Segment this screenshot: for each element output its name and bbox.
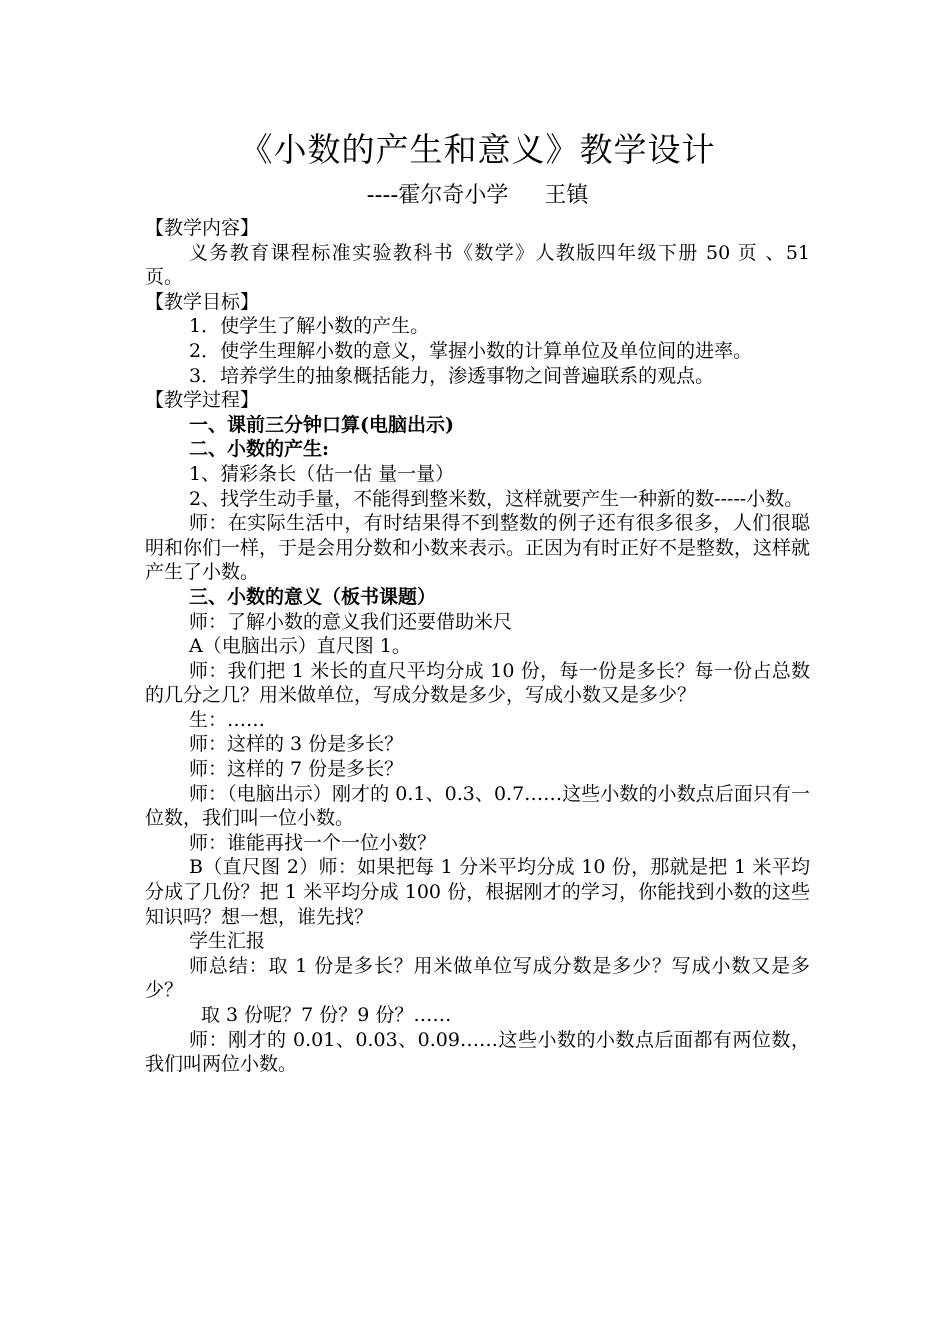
paragraph: B（直尺图 2）师：如果把每 1 分米平均分成 10 份，那就是把 1 米平均分成了几份？把 1 米平均分成 100 份，根据刚才的学习，你能找到小数的这些知识吗？想一想，谁先找？ — [145, 856, 810, 928]
paragraph: 学生汇报 — [189, 930, 266, 953]
byline-author: 王镇 — [544, 183, 589, 208]
paragraph: 师：这样的 7 份是多长？ — [189, 758, 404, 781]
paragraph: 取 3 份呢？7 份？9 份？…… — [201, 1004, 452, 1026]
paragraph: 师：在实际生活中，有时结果得不到整数的例子还有很多很多，人们很聪明和你们一样，于是会用分数和小数来表示。正因为有时正好不是整数，这样就产生了小数。 — [145, 512, 811, 584]
paragraph: 生：…… — [189, 708, 266, 731]
step-heading: 二、小数的产生: — [189, 438, 330, 461]
goal-item: 2．使学生理解小数的意义，掌握小数的计算单位及单位间的进率。 — [189, 339, 753, 362]
section-heading-goals: 【教学目标】 — [145, 290, 260, 313]
section-heading-content: 【教学内容】 — [145, 217, 260, 239]
paragraph: 师：这样的 3 份是多长？ — [189, 733, 404, 756]
paragraph: 师：谁能再找一个一位小数？ — [189, 831, 437, 854]
goal-item: 3．培养学生的抽象概括能力，渗透事物之间普遍联系的观点。 — [189, 364, 715, 387]
paragraph: 师：了解小数的意义我们还要借助米尺 — [189, 610, 513, 633]
paragraph: 师：刚才的 0.01、0.03、0.09……这些小数的小数点后面都有两位数，我们叫两位小数。 — [145, 1028, 810, 1076]
document-page — [145, 128, 810, 1077]
paragraph: 义务教育课程标准实验教科书《数学》人教版四年级下册 50 页 、51 页。 — [145, 241, 810, 289]
step-heading: 一、课前三分钟口算(电脑出示) — [189, 413, 454, 436]
paragraph: 师：（电脑出示）刚才的 0.1、0.3、0.7……这些小数的小数点后面只有一位数，我们叫一位小数。 — [145, 782, 810, 830]
step-heading: 三、小数的意义（板书课题） — [189, 585, 437, 608]
section-heading-process: 【教学过程】 — [145, 389, 260, 412]
document-title: 《小数的产生和意义》教学设计 — [239, 130, 716, 169]
paragraph: 师：我们把 1 米长的直尺平均分成 10 份，每一份是多长？每一份占总数的几分之几？用米做单位，写成分数是多少，写成小数又是多少？ — [145, 659, 810, 707]
paragraph: 2、找学生动手量，不能得到整米数，这样就要产生一种新的数-----小数。 — [189, 487, 804, 510]
paragraph: A（电脑出示）直尺图 1。 — [189, 635, 411, 658]
goal-item: 1．使学生了解小数的产生。 — [189, 315, 430, 338]
byline-school: ----霍尔奇小学 — [366, 183, 509, 208]
byline — [145, 180, 810, 212]
paragraph: 1、猜彩条长（估一估 量一量） — [189, 462, 455, 485]
paragraph: 师总结：取 1 份是多长？用米做单位写成分数是多少？写成小数又是多少？ — [145, 954, 810, 1002]
